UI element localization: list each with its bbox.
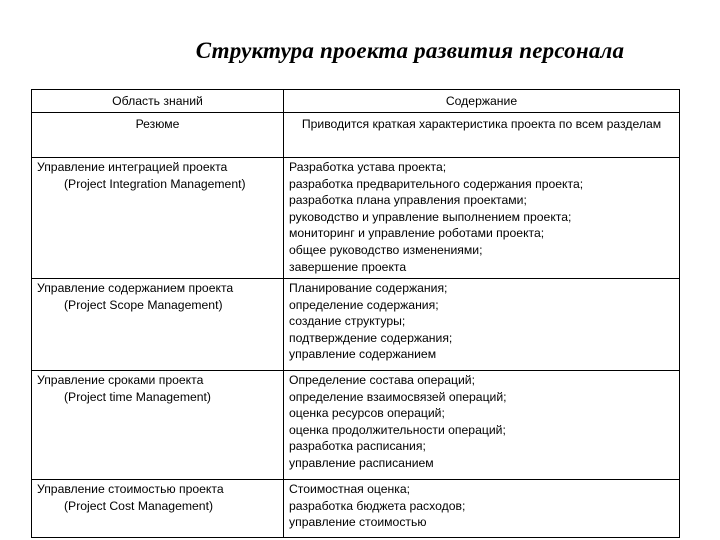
header-content: Содержание	[284, 90, 680, 113]
area-name-en: (Project time Management)	[64, 389, 211, 404]
content-item: руководство и управление выполнением проекта;	[289, 209, 572, 224]
area-cell	[32, 158, 284, 279]
summary-content: Приводится краткая характеристика проекта по всем разделам	[284, 113, 680, 158]
project-structure-table	[31, 89, 680, 538]
content-item: Разработка устава проекта;	[289, 160, 447, 174]
content-item: управление содержанием	[289, 347, 437, 362]
content-item: определение содержания;	[289, 297, 439, 312]
content-item: завершение проекта	[289, 259, 407, 274]
area-name: Управление содержанием проекта	[37, 281, 234, 295]
content-cell	[284, 279, 680, 371]
content-item: разработка расписания;	[289, 439, 426, 454]
table-header-row	[32, 90, 680, 113]
header-knowledge-area: Область знаний	[32, 90, 284, 113]
summary-row	[32, 113, 680, 158]
area-cell	[32, 371, 284, 480]
area-name-en: (Project Integration Management)	[64, 176, 246, 191]
table-row	[32, 371, 680, 480]
content-cell	[284, 371, 680, 480]
content-item: управление стоимостью	[289, 515, 427, 530]
table-row	[32, 279, 680, 371]
content-item: разработка бюджета расходов;	[289, 498, 466, 513]
content-item: разработка предварительного содержания проекта;	[289, 176, 584, 191]
area-name: Управление интеграцией проекта	[37, 160, 228, 174]
content-item: подтверждение содержания;	[289, 330, 453, 345]
content-item: оценка ресурсов операций;	[289, 406, 445, 421]
content-item: общее руководство изменениями;	[289, 242, 483, 257]
area-name: Управление стоимостью проекта	[37, 482, 224, 496]
content-item: определение взаимосвязей операций;	[289, 389, 507, 404]
area-cell	[32, 480, 284, 538]
page-title: Структура проекта развития персонала	[195, 38, 625, 63]
content-item: Определение состава операций;	[289, 373, 475, 387]
content-item: Планирование содержания;	[289, 281, 448, 295]
content-item: создание структуры;	[289, 314, 406, 329]
area-name-en: (Project Scope Management)	[64, 297, 223, 312]
content-item: Стоимостная оценка;	[289, 482, 411, 496]
content-item: оценка продолжительности операций;	[289, 422, 506, 437]
area-name-en: (Project Cost Management)	[64, 498, 214, 513]
table-row	[32, 158, 680, 279]
table-row	[32, 480, 680, 538]
area-cell	[32, 279, 284, 371]
content-item: разработка плана управления проектами;	[289, 193, 527, 208]
content-item: управление расписанием	[289, 455, 434, 470]
area-name: Управление сроками проекта	[37, 373, 204, 387]
content-cell	[284, 480, 680, 538]
summary-area: Резюме	[32, 113, 284, 158]
content-item: мониторинг и управление роботами проекта;	[289, 226, 545, 241]
content-cell	[284, 158, 680, 279]
